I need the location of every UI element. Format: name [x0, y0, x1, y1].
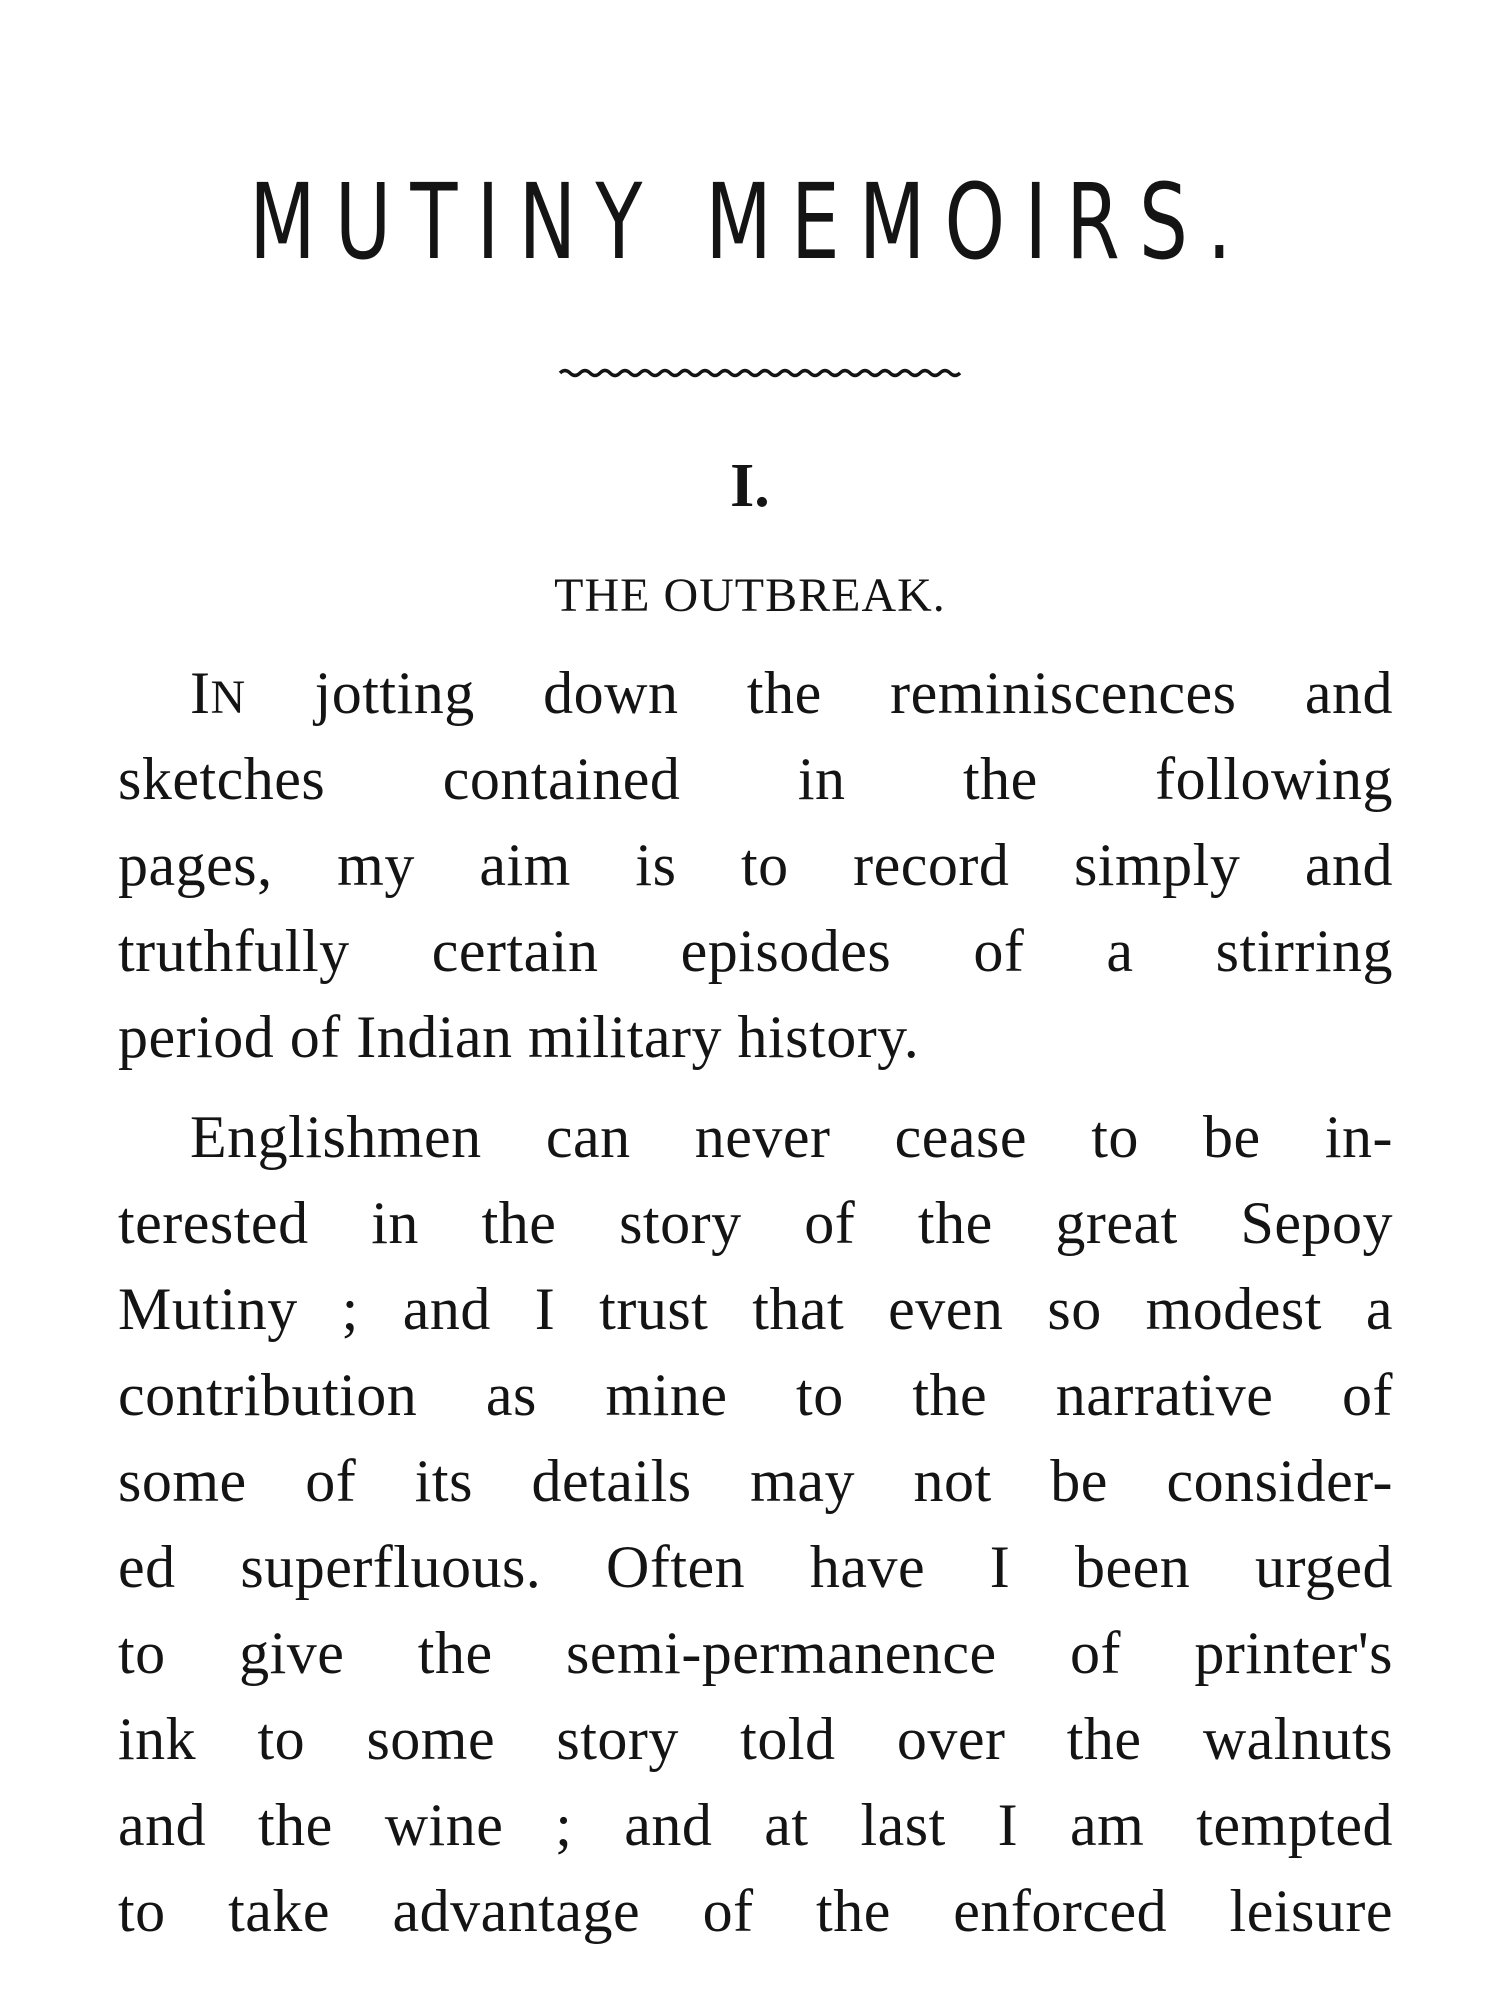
drop-cap-letter: I	[190, 660, 211, 726]
text-line: period of Indian military history.	[118, 1004, 920, 1070]
text-line: pages, my aim is to record simply and	[118, 832, 1393, 898]
book-title: MUTINY MEMOIRS.	[249, 161, 1251, 283]
text-line: to give the semi-permanence of printer's	[118, 1620, 1393, 1686]
paragraph-gap	[118, 1080, 1393, 1094]
text-line: ink to some story told over the walnuts	[118, 1706, 1393, 1772]
text-line: ed superfluous. Often have I been urged	[118, 1534, 1393, 1600]
small-cap-letter: N	[210, 671, 247, 724]
chapter-title: THE OUTBREAK.	[554, 569, 946, 622]
paragraph-1	[118, 650, 1393, 1080]
text-line: terested in the story of the great Sepoy	[118, 1190, 1393, 1256]
text-line: Mutiny ; and I trust that even so modest a	[118, 1276, 1393, 1342]
text-line: Englishmen can never cease to be in-	[190, 1104, 1393, 1170]
paragraph-2	[118, 1094, 1393, 1954]
text-line: contribution as mine to the narrative of	[118, 1362, 1393, 1428]
text-line	[118, 650, 1393, 736]
text-line: sketches contained in the following	[118, 746, 1393, 812]
text-line-content: jotting down the reminiscences and	[246, 660, 1393, 726]
text-line: to take advantage of the enforced leisure	[118, 1878, 1393, 1944]
text-line: truthfully certain episodes of a stirring	[118, 918, 1393, 984]
chapter-number: I.	[730, 452, 770, 520]
text-line: and the wine ; and at last I am tempted	[118, 1792, 1393, 1858]
body-text	[118, 650, 1393, 1954]
wavy-rule-ornament	[558, 365, 962, 381]
text-line: some of its details may not be consider-	[118, 1448, 1393, 1514]
